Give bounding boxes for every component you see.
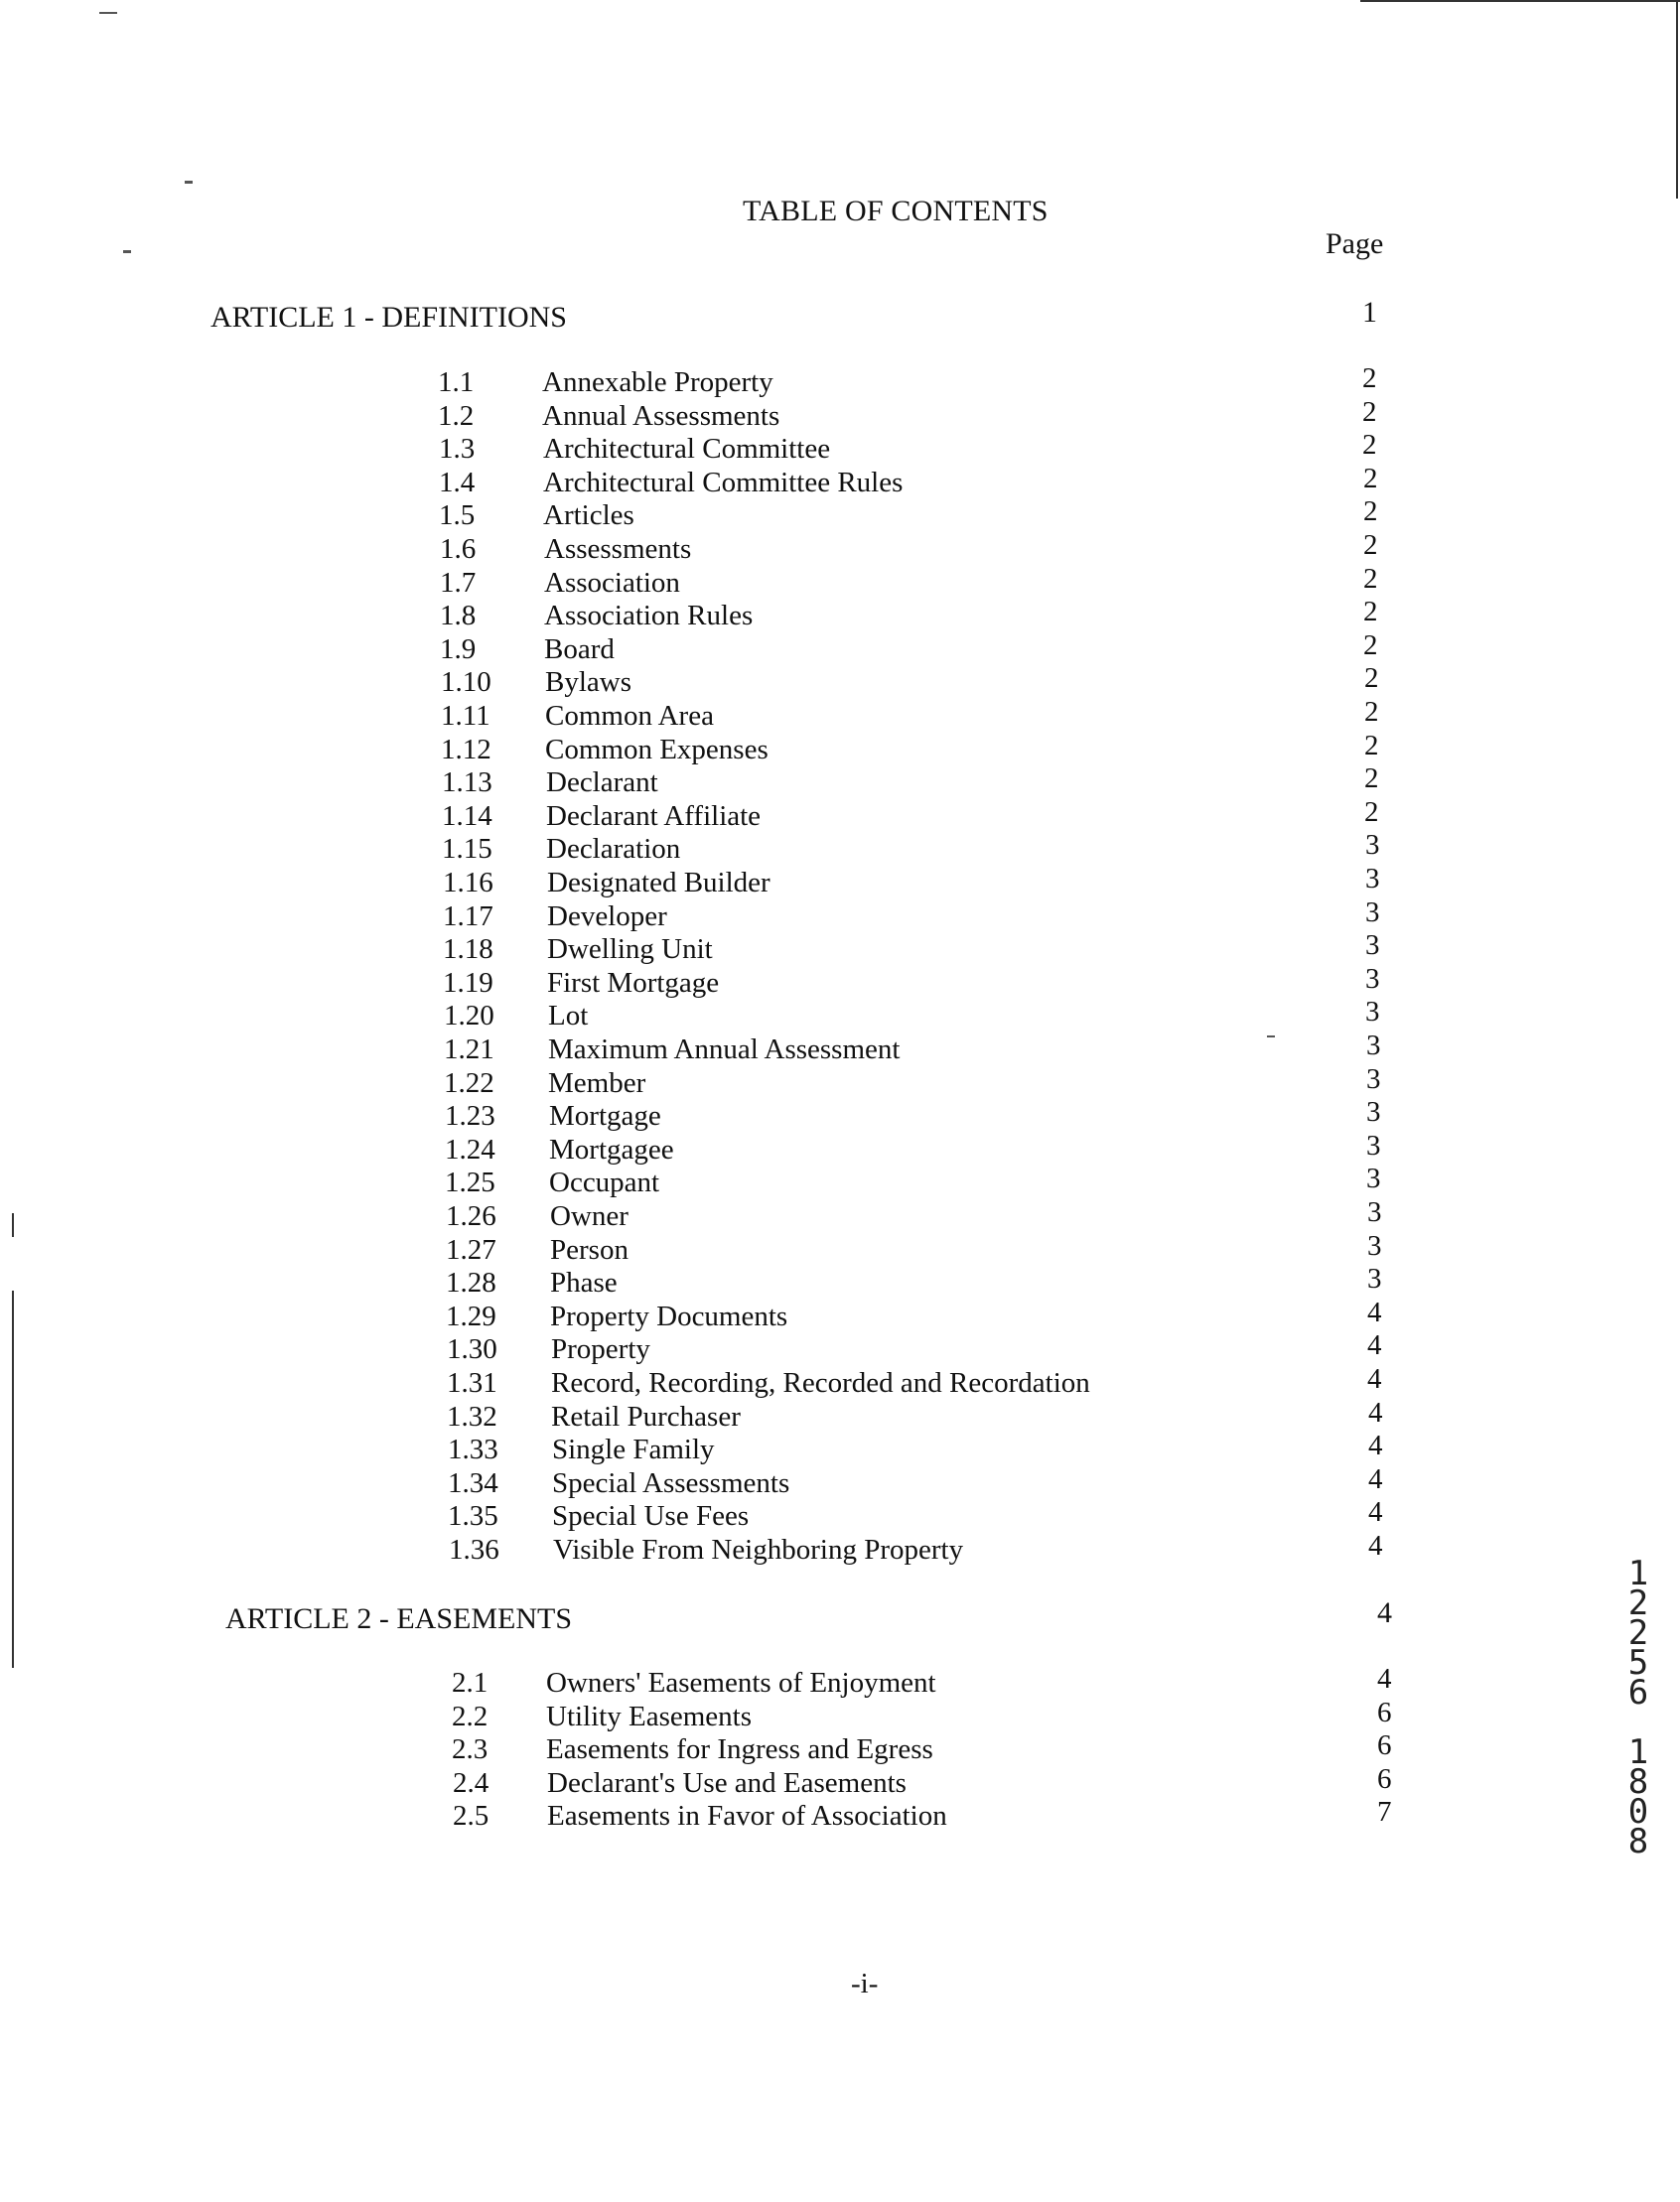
section-page-number: 3 (1365, 996, 1380, 1029)
section-number: 1.11 (441, 700, 490, 732)
section-label: Owner (550, 1200, 629, 1232)
toc-entry (442, 829, 1406, 867)
section-page-number: 6 (1377, 1696, 1392, 1728)
margin-stamp (1618, 1554, 1658, 1861)
section-number: 1.34 (448, 1466, 498, 1499)
toc-entry (447, 1329, 1411, 1367)
toc-entry (442, 795, 1406, 834)
section-label: Utility Easements (546, 1700, 752, 1732)
section-label: Phase (550, 1267, 618, 1300)
section-page-number: 2 (1363, 495, 1378, 528)
section-label: Lot (548, 1000, 589, 1032)
toc-entry (443, 863, 1407, 900)
toc-entry (444, 1030, 1408, 1067)
section-page-number: 2 (1363, 529, 1378, 561)
toc-entry (438, 362, 1402, 400)
section-label: Retail Purchaser (551, 1400, 741, 1433)
section-label: Mortgage (549, 1100, 661, 1133)
toc-entry (443, 929, 1407, 967)
section-page-number: 7 (1377, 1796, 1392, 1829)
section-number: 2.1 (452, 1667, 489, 1699)
section-label: Assessments (544, 533, 692, 565)
toc-entry (440, 628, 1404, 667)
section-number: 1.10 (441, 666, 491, 699)
toc-entry (448, 1496, 1412, 1534)
section-number: 1.3 (439, 433, 476, 466)
toc-entry (439, 429, 1403, 467)
section-label: Association Rules (544, 600, 754, 632)
section-page-number: 2 (1363, 596, 1378, 628)
section-label: Developer (547, 899, 667, 932)
toc-entry (438, 395, 1402, 434)
footer-page-number: -i- (851, 1968, 879, 1999)
stamp-digit: 0 (1627, 1792, 1649, 1832)
section-page-number: 3 (1367, 1229, 1382, 1262)
toc-entry (440, 596, 1404, 633)
section-label: Articles (543, 499, 634, 532)
section-number: 1.16 (443, 867, 493, 898)
section-label: Bylaws (545, 666, 631, 699)
section-page-number: 4 (1367, 1296, 1382, 1328)
toc-entry (443, 962, 1407, 1001)
section-label: Association (544, 566, 680, 599)
section-number: 1.23 (445, 1100, 495, 1133)
section-label: Common Expenses (545, 733, 769, 765)
section-page-number: 2 (1364, 795, 1379, 828)
toc-entry (452, 1729, 1417, 1767)
section-page-number: 3 (1366, 1030, 1381, 1061)
section-number: 2.5 (453, 1800, 490, 1833)
section-page-number: 6 (1377, 1729, 1392, 1762)
toc-entry (447, 1396, 1411, 1435)
section-number: 1.9 (440, 632, 477, 665)
section-label: Common Area (545, 700, 714, 732)
section-page-number: 4 (1368, 1430, 1383, 1462)
section-number: 1.5 (439, 499, 476, 532)
section-page-number: 3 (1367, 1263, 1382, 1296)
section-page-number: 6 (1377, 1762, 1392, 1795)
toc-entry (445, 1163, 1409, 1200)
toc-entry (449, 1530, 1413, 1568)
section-page-number: 3 (1365, 895, 1380, 928)
section-number: 1.30 (447, 1333, 497, 1366)
section-label: Easements in Favor of Association (547, 1800, 947, 1833)
section-label: Maximum Annual Assessment (548, 1033, 901, 1065)
section-label: Single Family (552, 1434, 715, 1466)
section-number: 1.29 (446, 1300, 496, 1332)
section-page-number: 4 (1367, 1363, 1382, 1395)
section-page-number: 2 (1362, 429, 1377, 462)
section-page-number: 2 (1363, 562, 1378, 595)
section-page-number: 4 (1368, 1396, 1383, 1429)
section-number: 1.28 (446, 1267, 496, 1300)
toc-entry (444, 996, 1408, 1033)
article-heading: ARTICLE 2 - EASEMENTS (225, 1602, 573, 1635)
section-page-number: 3 (1366, 1163, 1381, 1195)
section-number: 1.18 (443, 933, 493, 966)
toc-entry (439, 495, 1403, 533)
section-number: 1.15 (442, 833, 492, 866)
section-number: 2.4 (453, 1766, 490, 1799)
toc-entry (453, 1796, 1418, 1834)
page-title: TABLE OF CONTENTS (743, 195, 1049, 227)
toc-entry (452, 1696, 1417, 1734)
section-page-number: 2 (1364, 729, 1379, 761)
section-number: 1.36 (449, 1534, 499, 1566)
section-number: 1.2 (438, 399, 475, 432)
section-page-number: 2 (1363, 628, 1378, 661)
toc-entry (446, 1263, 1410, 1301)
section-label: Designated Builder (547, 867, 770, 898)
scan-speck (99, 12, 117, 14)
section-label: Declarant's Use and Easements (547, 1766, 907, 1799)
section-label: Annexable Property (542, 366, 773, 398)
section-number: 1.31 (447, 1367, 497, 1399)
article-heading: ARTICLE 1 - DEFINITIONS (210, 301, 567, 334)
section-number: 1.1 (438, 366, 475, 398)
toc-entry (439, 462, 1403, 500)
section-page-number: 2 (1364, 696, 1379, 728)
toc-entry (440, 562, 1404, 601)
section-number: 1.21 (444, 1033, 494, 1065)
section-number: 1.26 (446, 1200, 496, 1232)
section-page-number: 2 (1364, 662, 1379, 695)
stamp-digit: 5 (1627, 1643, 1649, 1683)
right-edge-line (1676, 0, 1678, 199)
section-page-number: 4 (1367, 1329, 1382, 1362)
toc-entry (442, 762, 1406, 800)
section-number: 1.19 (443, 966, 493, 999)
section-label: Mortgagee (549, 1133, 674, 1166)
section-label: Declaration (546, 833, 681, 866)
toc-entry (440, 529, 1404, 567)
left-edge-tick (12, 1213, 14, 1237)
section-label: Special Use Fees (552, 1500, 750, 1533)
section-label: Architectural Committee Rules (543, 466, 904, 498)
section-label: Person (550, 1233, 629, 1266)
section-number: 1.6 (440, 533, 477, 565)
section-label: Member (548, 1066, 646, 1099)
section-page-number: 3 (1366, 1129, 1381, 1162)
section-page-number: 3 (1366, 1062, 1381, 1095)
section-number: 1.20 (444, 1000, 494, 1032)
section-number: 1.17 (443, 899, 493, 932)
stamp-digit: 6 (1627, 1673, 1649, 1713)
section-label: Board (544, 632, 615, 665)
stamp-digit: 1 (1627, 1732, 1649, 1772)
section-label: Easements for Ingress and Egress (546, 1733, 933, 1766)
section-label: Architectural Committee (543, 433, 831, 466)
section-number: 2.3 (452, 1733, 489, 1766)
scan-speck (185, 181, 193, 184)
section-page-number: 2 (1362, 362, 1377, 394)
section-number: 1.13 (442, 766, 492, 799)
article-page-number: 4 (1377, 1596, 1392, 1629)
section-page-number: 3 (1367, 1196, 1382, 1228)
section-number: 1.25 (445, 1167, 495, 1199)
section-page-number: 4 (1377, 1663, 1392, 1695)
section-label: Dwelling Unit (547, 933, 713, 966)
stamp-digit: 2 (1627, 1613, 1649, 1653)
toc-entry (444, 1062, 1408, 1101)
toc-entry (445, 1129, 1409, 1168)
section-label: Visible From Neighboring Property (553, 1534, 964, 1566)
stamp-digit: 8 (1627, 1822, 1649, 1861)
section-page-number: 3 (1365, 829, 1380, 862)
stamp-digit: 2 (1627, 1583, 1649, 1623)
section-page-number: 4 (1368, 1496, 1383, 1529)
section-number: 1.32 (447, 1400, 497, 1433)
section-number: 1.35 (448, 1500, 498, 1533)
section-page-number: 3 (1366, 1096, 1381, 1129)
toc-entry (441, 696, 1405, 734)
toc-entry (448, 1462, 1412, 1501)
section-page-number: 2 (1362, 395, 1377, 428)
section-number: 1.7 (440, 566, 477, 599)
section-number: 1.14 (442, 799, 492, 832)
section-page-number: 3 (1365, 962, 1380, 995)
page-column-header: Page (1326, 227, 1384, 260)
section-number: 1.27 (446, 1233, 496, 1266)
section-page-number: 3 (1365, 863, 1380, 895)
section-label: Record, Recording, Recorded and Recordation (551, 1367, 1090, 1399)
section-page-number: 2 (1363, 462, 1378, 494)
section-number: 1.12 (441, 733, 491, 765)
left-edge-line (12, 1291, 14, 1668)
scan-speck (123, 250, 131, 253)
section-number: 2.2 (452, 1700, 489, 1732)
section-label: Property Documents (550, 1300, 788, 1332)
section-page-number: 4 (1368, 1462, 1383, 1495)
stamp-digit: 8 (1627, 1762, 1649, 1802)
section-number: 1.8 (440, 600, 477, 632)
article-page-number: 1 (1362, 296, 1377, 329)
section-label: Occupant (549, 1167, 660, 1199)
section-label: Special Assessments (552, 1466, 790, 1499)
section-label: Declarant Affiliate (546, 799, 762, 832)
toc-entry (445, 1096, 1409, 1134)
top-right-border-line (1360, 0, 1680, 2)
section-label: Declarant (546, 766, 658, 799)
stamp-digit: 1 (1627, 1554, 1649, 1593)
toc-entry (446, 1296, 1410, 1334)
section-number: 1.4 (439, 466, 476, 498)
toc-entry (441, 662, 1405, 700)
section-label: First Mortgage (547, 966, 720, 999)
section-number: 1.33 (448, 1434, 498, 1466)
toc-entry (447, 1363, 1411, 1401)
section-page-number: 3 (1365, 929, 1380, 962)
section-label: Property (551, 1333, 650, 1366)
section-page-number: 4 (1368, 1530, 1383, 1562)
toc-entry (441, 729, 1405, 767)
section-label: Owners' Easements of Enjoyment (546, 1667, 936, 1699)
toc-entry (443, 895, 1407, 934)
section-label: Annual Assessments (542, 399, 780, 432)
toc-entry (453, 1762, 1418, 1801)
toc-entry (452, 1663, 1417, 1701)
toc-entry (446, 1196, 1410, 1234)
toc-entry (446, 1229, 1410, 1268)
section-number: 1.24 (445, 1133, 495, 1166)
section-number: 1.22 (444, 1066, 494, 1099)
section-page-number: 2 (1364, 762, 1379, 795)
toc-entry (448, 1430, 1412, 1467)
